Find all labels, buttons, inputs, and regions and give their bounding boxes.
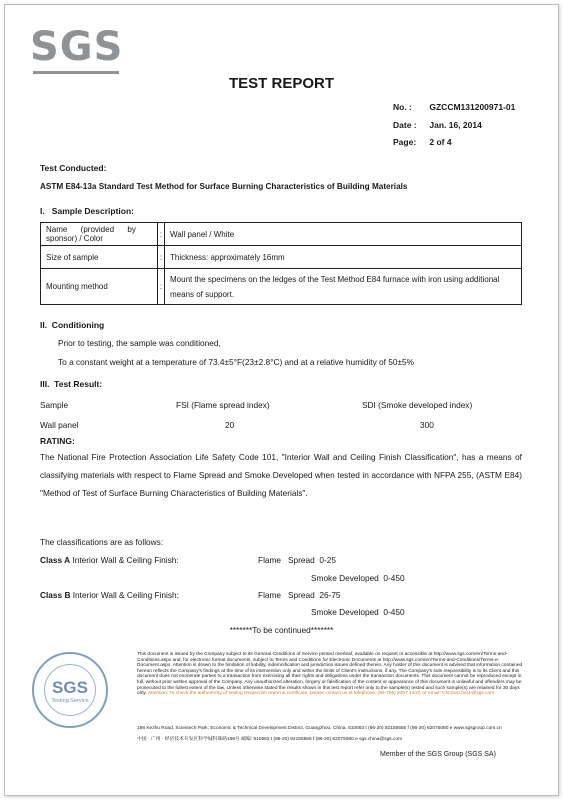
- rating-text: The National Fire Protection Association Life Safety Code 101, "Interior Wall and Ceiling Finish Classification", has a means of classifying materials with respect to Flame Spread and Smoke Developed when tested in accordance with NFPA 255, (ASTM E84) "Method of Test of Surface Burning Characteristics of Building Materials".: [40, 452, 522, 498]
- table-row: [41, 246, 522, 269]
- authenticity-attention: Attention: To check the authenticity of testing /inspection report & certificate, please contact us at telephone: (86-755) 8307 1443, or email: CN.Doccheck@sgs.com: [147, 691, 495, 697]
- rating-heading: RATING:: [40, 436, 75, 446]
- row-value: Wall panel / White: [165, 223, 522, 246]
- table-row: [41, 269, 522, 305]
- class-a-label: [40, 555, 179, 565]
- classifications-intro: The classifications are as follows:: [40, 537, 164, 547]
- report-number: GZCCM131200971-01: [429, 102, 516, 112]
- row-label: Mounting method: [41, 269, 158, 305]
- report-date-row: [393, 120, 482, 130]
- sgs-logo: SGS: [30, 24, 124, 70]
- result-sample: Wall panel: [40, 420, 79, 430]
- sample-description-table: [40, 222, 522, 305]
- logo-underline: [33, 71, 119, 74]
- class-b-name: Class B: [40, 590, 71, 600]
- report-date: Jan. 16, 2014: [429, 120, 482, 130]
- result-col-fsi: FSI (Flame spread index): [176, 400, 270, 410]
- result-col-sdi: SDI (Smoke developed index): [362, 400, 473, 410]
- report-number-row: [393, 102, 515, 112]
- disclaimer-text: This document is issued by the Company subject to its General Conditions of Service printed overleaf, available on request or accessible at http://www.sgs.com/en/Terms-and-Conditions.aspx and, for electronic format documents, subject to Terms and Conditions for Electronic Documents at http://www.sgs.com/en/Terms-and-Conditions/Terms-e-Document.aspx. Attention is drawn to the limitation of liability, indemnification and jurisdiction issues defined therein. Any holder of this document is advised that information contained hereon reflects the Company's findings at the time of its intervention only and within the limits of Client's instructions, if any. The Company's sole responsibility is to its Client and this document does not exonerate parties to a transaction from exercising all their rights and obligations under the transaction documents. This document cannot be reproduced except in full, without prior written approval of the Company. Any unauthorized alteration, forgery or falsification of the content or appearance of this document is unlawful and offenders may be prosecuted to the fullest extent of the law. Unless otherwise stated the results shown in this test report refer only to the sample(s) tested and such sample(s) are retained for 30 days only.: [137, 652, 523, 697]
- class-b-desc: Interior Wall & Ceiling Finish:: [70, 590, 179, 600]
- class-a-flame: Flame Spread 0-25: [258, 555, 336, 565]
- row-label: Name (provided by sponsor) / Color: [41, 223, 158, 246]
- test-result-heading: III. Test Result:: [40, 379, 103, 389]
- class-a-desc: Interior Wall & Ceiling Finish:: [70, 555, 179, 565]
- result-fsi: 20: [225, 420, 235, 430]
- continued-note: *******To be continued*******: [229, 625, 334, 635]
- page-number-label: Page:: [393, 137, 417, 147]
- sample-description-heading: I. Sample Description:: [40, 206, 134, 216]
- terms-disclaimer: [137, 652, 527, 697]
- address-english: 198 Kezhu Road, Scientech Park, Economic & Technical Development District, Guangzhou, China. 510663 t (86-20) 82155555 f (86-20) 82075080 e www.sgsgroup.com.cn: [137, 726, 502, 731]
- row-value: Thickness: approximately 16mm: [165, 246, 522, 269]
- member-note: Member of the SGS Group (SGS SA): [380, 751, 496, 758]
- row-separator: :: [158, 269, 165, 305]
- page-number: 2 of 4: [429, 137, 452, 147]
- table-row: [41, 223, 522, 246]
- result-sdi: 300: [420, 420, 434, 430]
- class-b-smoke: Smoke Developed 0-450: [311, 607, 405, 617]
- report-number-label: No. :: [393, 102, 412, 112]
- row-value: Mount the specimens on the ledges of the Test Method E84 furnace with iron using additional means of support.: [165, 269, 522, 305]
- test-conducted-label: Test Conducted:: [40, 163, 107, 173]
- test-method: ASTM E84-13a Standard Test Method for Surface Burning Characteristics of Building Materials: [40, 182, 408, 191]
- row-separator: :: [158, 246, 165, 269]
- report-title: TEST REPORT: [228, 75, 334, 92]
- result-col-sample: Sample: [40, 400, 69, 410]
- conditioning-line-2: To a constant weight at a temperature of 73.4±5°F(23±2.8°C) and at a relative humidity of 50±5%: [58, 357, 415, 367]
- class-b-label: [40, 590, 179, 600]
- row-label: Size of sample: [41, 246, 158, 269]
- conditioning-heading: II. Conditioning: [40, 320, 105, 330]
- sgs-seal-text: SGS: [52, 678, 88, 697]
- conditioning-line-1: Prior to testing, the sample was conditioned,: [58, 338, 221, 348]
- class-a-smoke: Smoke Developed 0-450: [311, 573, 405, 583]
- sgs-seal-subtext: Testing Service: [51, 698, 89, 704]
- report-date-label: Date :: [393, 120, 417, 130]
- class-a-name: Class A: [40, 555, 71, 565]
- row-separator: :: [158, 223, 165, 246]
- page-number-row: [393, 137, 452, 147]
- class-b-flame: Flame Spread 26-75: [258, 590, 341, 600]
- address-chinese: 中国 · 广州 · 经济技术开发区科学城科珠路198号 邮编: 510663 t (86-20) 82155555 f (86-20) 82075080 e sgs.china@sgs.com: [137, 737, 403, 742]
